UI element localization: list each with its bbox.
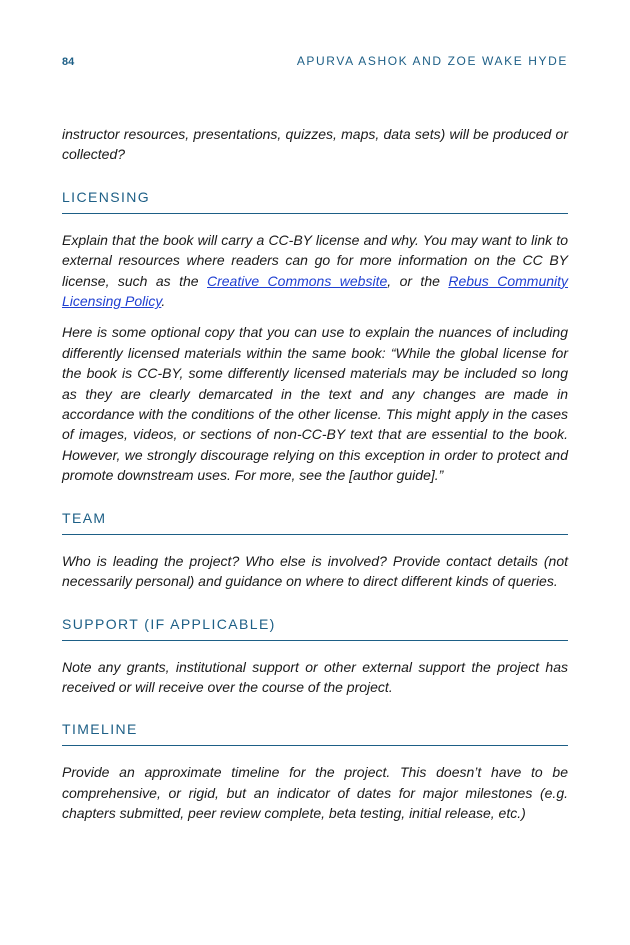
- creative-commons-link[interactable]: Creative Commons website: [207, 272, 388, 289]
- licensing-text-before: Explain that the book will carry a CC-BY license and why. You may want to link to external resources where readers can go for more information on the CC BY license, such as the: [62, 231, 568, 289]
- licensing-text-middle: , or the: [387, 272, 449, 289]
- support-paragraph: Note any grants, institutional support or other external support the project has received or will receive over the course of the project.: [62, 658, 568, 695]
- running-header: [62, 54, 568, 68]
- team-paragraph: Who is leading the project? Who else is involved? Provide contact details (not necessarily personal) and guidance on where to direct different kinds of queries.: [62, 552, 568, 590]
- section-heading-team: TEAM: [62, 510, 568, 535]
- timeline-paragraph: Provide an approximate timeline for the project. This doesn’t have to be comprehensive, or rigid, but an indicator of dates for major milestones (e.g. chapters submitted, peer review complete, beta testing, initial release, etc.): [62, 764, 568, 822]
- running-title: APURVA ASHOK AND ZOE WAKE HYDE: [296, 54, 568, 68]
- rebus-licensing-policy-link[interactable]: Rebus Community Licensing Policy: [62, 272, 569, 310]
- section-heading-support: SUPPORT (IF APPLICABLE): [62, 616, 568, 641]
- section-heading-timeline: TIMELINE: [62, 721, 568, 746]
- section-heading-licensing: LICENSING: [62, 189, 568, 214]
- intro-paragraph: instructor resources, presentations, quizzes, maps, data sets) will be produced or collected?: [62, 126, 568, 163]
- licensing-text-after: .: [161, 293, 166, 310]
- page-content: [62, 124, 568, 824]
- paragraph-gap: [62, 311, 568, 322]
- licensing-paragraph-1: [62, 230, 568, 312]
- page-number: 84: [62, 56, 75, 68]
- licensing-paragraph-2: Here is some optional copy that you can use to explain the nuances of including differently licensed materials within the same book: “While the global license for the book is CC-BY, some differently licensed materials may be included so long as they are clearly demarcated in the text and any changes are made in accordance with the conditions of the other license. This might apply in the cases of images, videos, or sections of non-CC-BY text that are essential to the book. However, we strongly discourage relying on this exception in order to protect and promote downstream uses. For more, see the [author guide].”: [62, 324, 568, 484]
